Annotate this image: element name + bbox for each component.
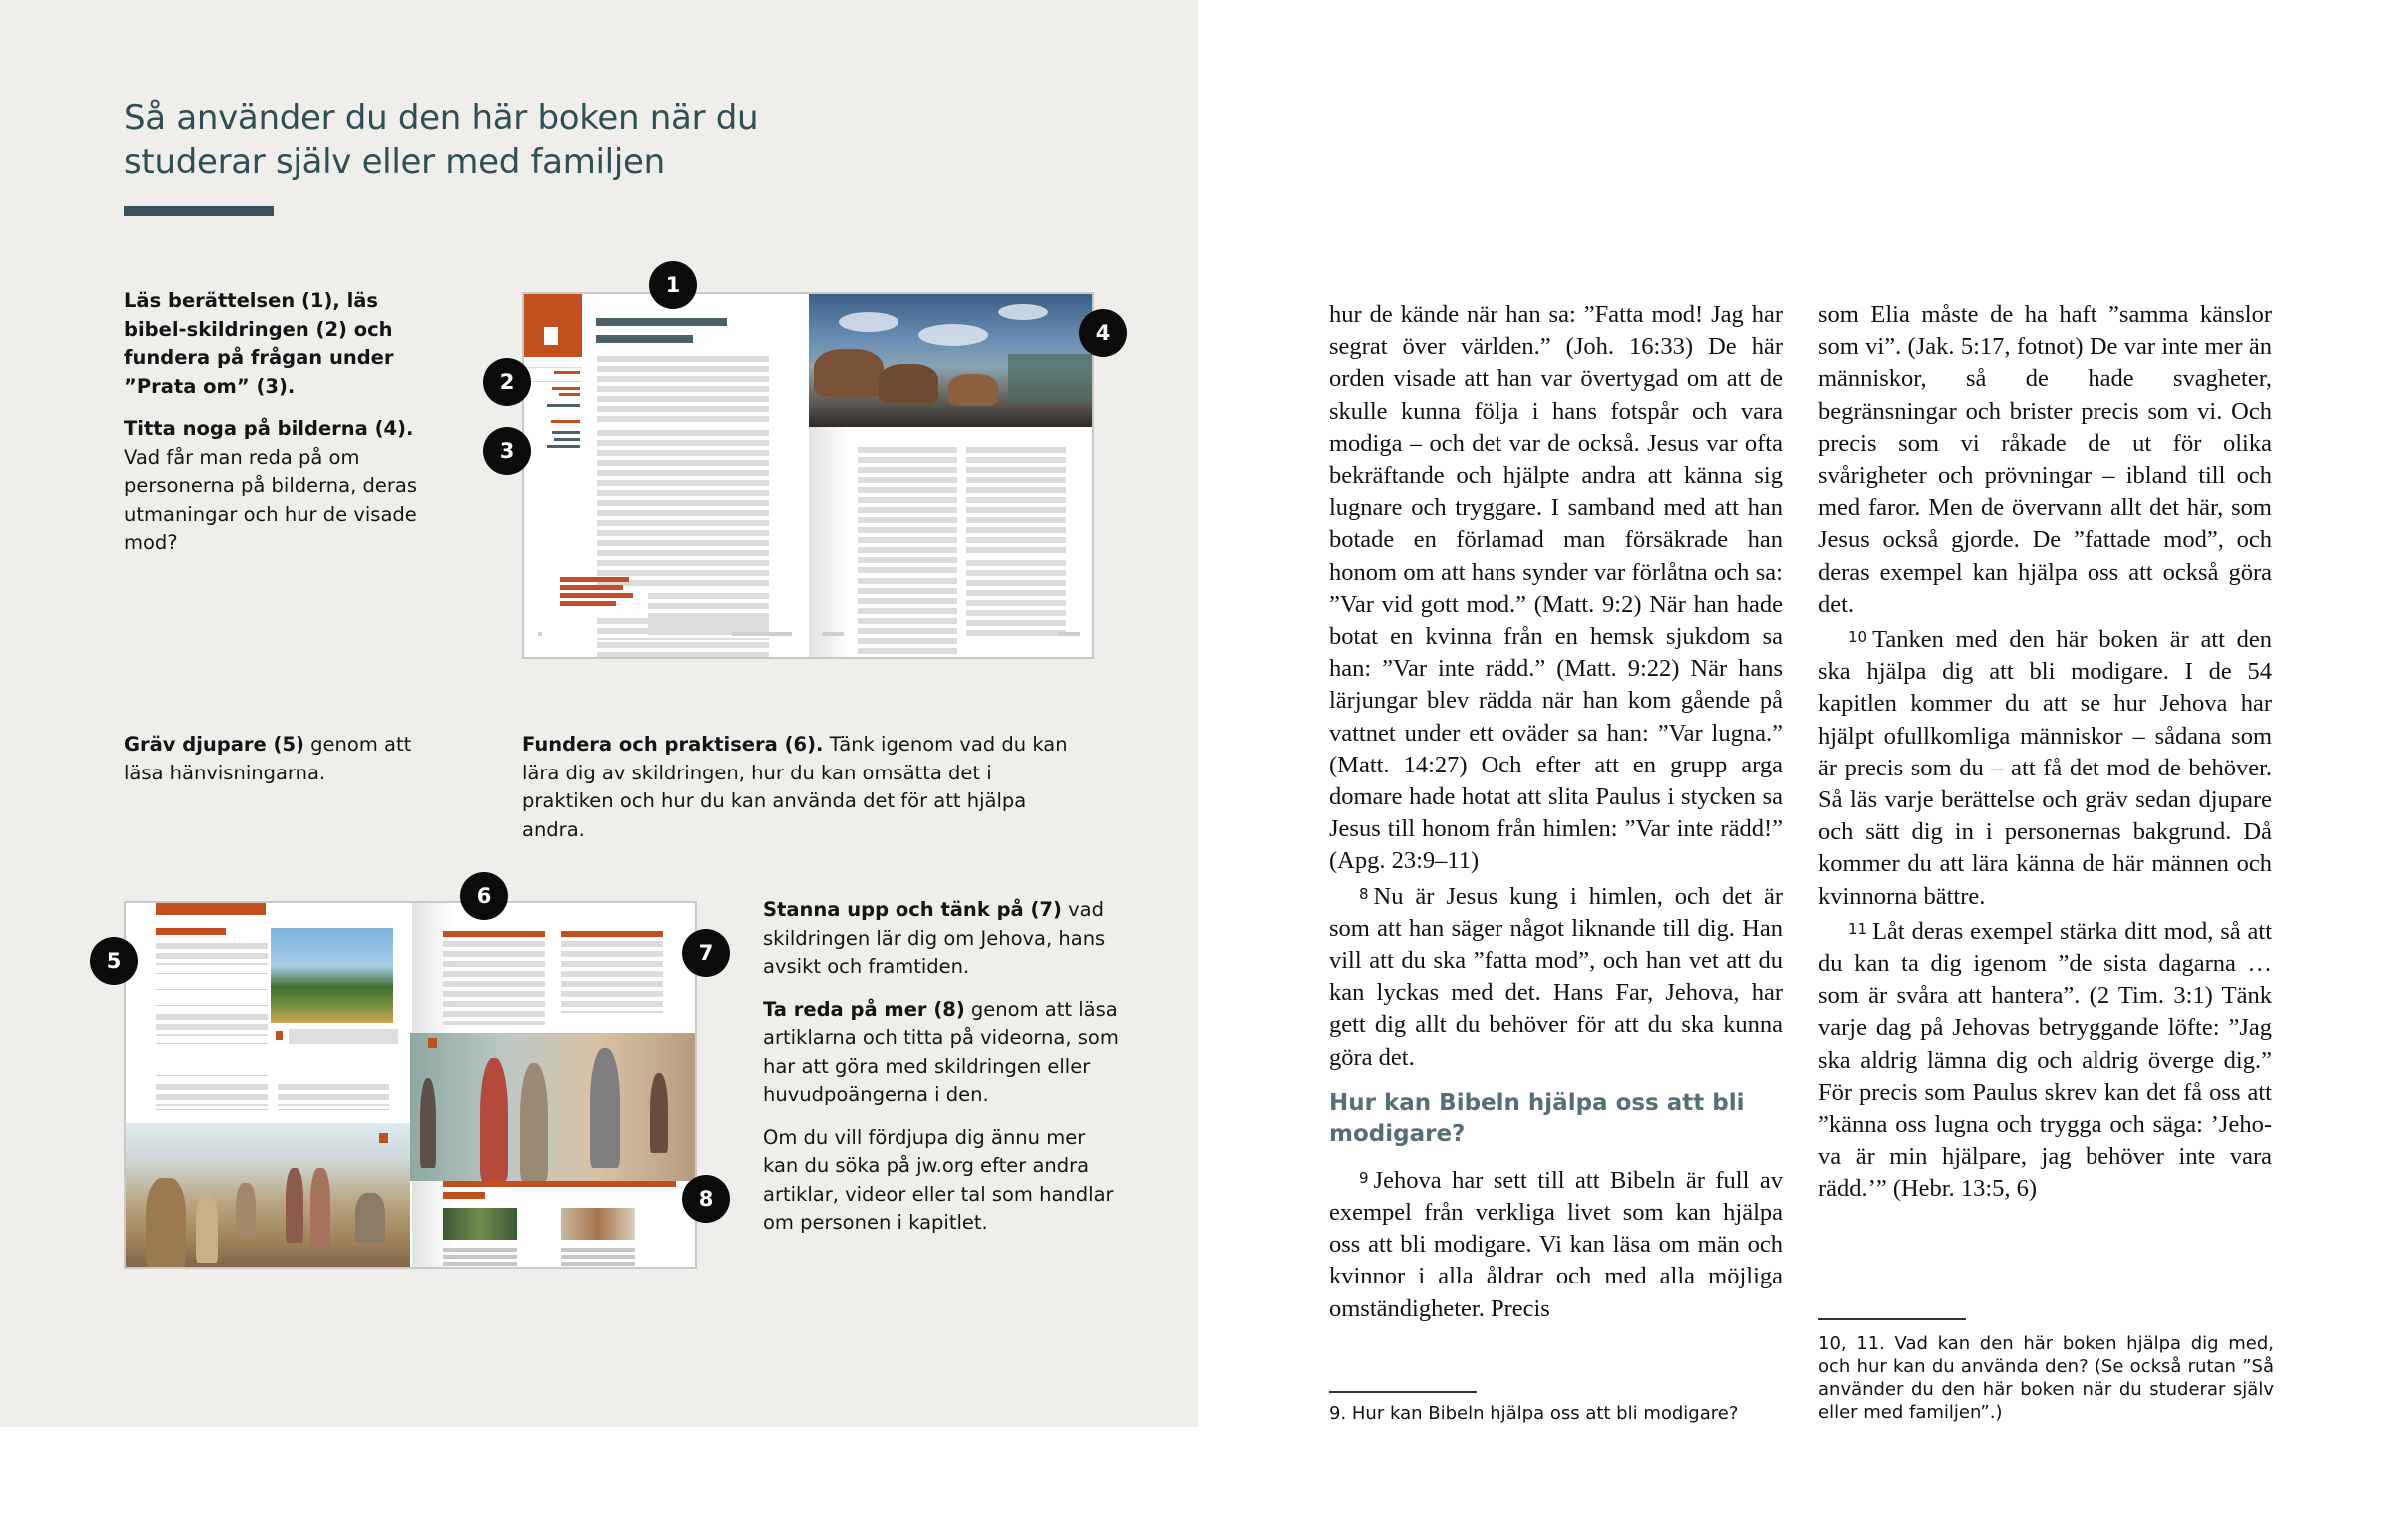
camel-caravan-illustration: [809, 294, 1094, 427]
paragraph-11-text: Låt deras exempel stärka ditt mod, så att du kan ta dig igenom ”de sista dagarna … som är svåra att hantera”. (2 Tim. 3:1) Tänk varje dag på Jehovas betryggande löfte: ”Jag ska aldrig lämna dig och aldrig överge dig.” För precis som Paulus skrev kan det få oss att ”känna oss lugna och trygga och säga: ’Jehova är min hjälpare, jag behöver inte vara rädd.’” (Hebr. 13:5, 6): [1818, 917, 2272, 1203]
paragraph-9: [1329, 1162, 1783, 1325]
paragraph-9-continued: som Elia måste de ha haft ”samma känslor som vi”. (Jak. 5:17, fotnot) De var inte mer än människor, så de hade svagheter, begränsningar och brister precis som vi. Och precis som vi råkade de ut för olika svårigheter och prövningar – ibland till och med faror. Men de övervann allt det här, som Jesus också gjorde. De ”fattade mod”, och deras exempel kan hjälpa oss att också göra det.: [1818, 301, 2272, 618]
note-stop-text: vad skildringen lär dig om Jehova, hans avsikt och framtiden.: [763, 898, 1106, 978]
study-question-9: 9. Hur kan Bibeln hjälpa oss att bli modigare?: [1329, 1403, 1739, 1424]
paragraph-number: 11: [1848, 919, 1868, 938]
desert-travelers-illustration: [126, 1123, 410, 1269]
note-pictures-text: Vad får man reda på om personerna på bilderna, deras utmaningar och hur de visade mod?: [124, 445, 418, 554]
study-question-10-11: 10, 11. Vad kan den här boken hjälpa dig med, och hur kan du använda den? (Se också rutan ”Så använder du den här boken när du studerar själv eller med familjen”.): [1818, 1333, 2274, 1423]
how-to-use-box: [0, 0, 1198, 1427]
note-read-and-pictures: [124, 287, 433, 558]
callout-badge-4: 4: [1079, 309, 1127, 357]
callout-badge-3: 3: [483, 427, 531, 475]
paragraph-10: [1818, 621, 2272, 913]
paragraph-7-continued: hur de kände när han sa: ”Fatta mod! Jag har segrat över världen.” (Joh. 16:33) De här orden visade att han var övertygad om att de skulle kunna följa i hans fotspår och vara modiga – och det var de också. Jesus var ofta bekräftande och hjälpte andra att känna sig lugnare och tryggare. I samband med att han botade en förlamad man försäkrade han honom om att hans synder var förlåtna och sa: ”Var vid gott mod.” (Matt. 9:2) När han hade botat en kvinna från en hemsk sjukdom sa han: ”Var inte rädd.” (Matt. 9:22) När hans lärjungar blev rädda när han kom gående på vattnet under ett oväder sa han: ”Var lugna.” (Matt. 14:27) Och efter att en grupp arga domare hade hotat att slita Paulus i stycken sa Jesus till honom från himlen: ”Var inte rädd!” (Apg. 23:9–11): [1329, 301, 1783, 875]
article-column-1: [1329, 299, 1783, 1325]
chapter-number-box: [544, 327, 558, 345]
callout-badge-6: 6: [460, 872, 508, 920]
subheading: Hur kan Bibeln hjälpa oss att bli modigare?: [1329, 1089, 1745, 1147]
box-title-line-1: Så använder du den här boken när du: [124, 98, 759, 138]
video-thumbnail-2: [561, 1208, 635, 1240]
box-title: [124, 96, 843, 184]
spread-illustration-2: [124, 901, 697, 1269]
note-read: [124, 287, 433, 401]
title-underline: [124, 206, 274, 216]
paragraph-number: 10: [1848, 628, 1868, 647]
note-pictures: [124, 415, 433, 558]
note-dig-deeper: [124, 731, 453, 787]
pull-quote-bar: [560, 577, 629, 582]
paragraph-8: [1329, 878, 1783, 1074]
callout-badge-8: 8: [682, 1175, 730, 1223]
footnote-divider: [1818, 1318, 1966, 1320]
video-thumbnail-1: [443, 1208, 517, 1240]
note-more: [763, 996, 1122, 1110]
footnote-divider: [1329, 1391, 1477, 1393]
paragraph-8-text: Nu är Jesus kung i himlen, och det är som att han säger något liknande till dig. Han vill att du ska ”fatta mod”, och han vet att du kan lyckas med det. Hans Far, Jehova, har gett dig allt du behöver för att du ska kunna göra det.: [1329, 882, 1783, 1071]
note-dig-text: genom att läsa hänvisningarna.: [124, 733, 412, 784]
note-more-bold: Ta reda på mer (8): [763, 997, 965, 1021]
section-header-bar: [156, 903, 266, 915]
chapter-title-bar: [596, 318, 727, 326]
callout-badge-7: 7: [682, 929, 730, 977]
callout-badge-1: 1: [649, 261, 697, 309]
note-stop: [763, 896, 1122, 982]
spread-illustration-1: [522, 292, 1094, 659]
note-stop-bold: Stanna upp och tänk på (7): [763, 898, 1062, 921]
callout-badge-5: 5: [90, 937, 138, 985]
paragraph-number: 9: [1359, 1168, 1369, 1187]
paragraph-10-text: Tanken med den här boken är att den ska hjälpa dig att bli modigare. I de 54 kapitlen kommer du att se hur Jehova har hjälpt ofullkomliga människor – sådana som är precis som du – att få det mod de behöver. Så läs varje berättelse och gräv sedan djupare och sätt dig in i personernas bakgrund. Då kommer du att lära känna de här männen och kvinnorna bättre.: [1818, 626, 2272, 910]
note-dig-bold: Gräv djupare (5): [124, 733, 304, 756]
paragraph-number: 8: [1359, 884, 1369, 903]
paragraph-11: [1818, 913, 2272, 1206]
note-deeper: Om du vill fördjupa dig ännu mer kan du söka på jw.org efter andra artiklar, videor eller tal som handlar om personen i kapitlet.: [763, 1125, 1114, 1234]
note-read-bold: Läs berättelsen (1), läs bibel-skildringen (2) och fundera på frågan under ”Prata om” (3).: [124, 289, 394, 398]
note-ponder-bold: Fundera och praktisera (6).: [522, 733, 824, 756]
callout-badge-2: 2: [483, 358, 531, 406]
article-column-2: [1818, 299, 2272, 1206]
box-title-line-2: studerar själv eller med familjen: [124, 142, 665, 182]
note-stop-and-more: [763, 896, 1122, 1238]
kingdom-hall-photo: [410, 1033, 697, 1181]
note-pictures-bold: Titta noga på bilderna (4).: [124, 417, 414, 440]
note-ponder-practice: [522, 731, 1081, 844]
palm-grove-photo: [271, 928, 393, 1023]
chapter-tab-icon: [524, 294, 582, 357]
note-more-text: genom att läsa artiklarna och titta på videorna, som har att göra med skildringen eller huvudpoängerna i den.: [763, 997, 1119, 1106]
note-ponder-text: Tänk igenom vad du kan lära dig av skildringen, hur du kan omsätta det i praktiken och hur du kan använda det för att hjälpa andra.: [522, 733, 1068, 841]
paragraph-9-text: Jehova har sett till att Bibeln är full av exempel från verkliga livet som kan hjälpa oss att bli modigare. Vi kan läsa om män och kvinnor i alla åldrar och med alla möjliga omständigheter. Precis: [1329, 1166, 1783, 1322]
